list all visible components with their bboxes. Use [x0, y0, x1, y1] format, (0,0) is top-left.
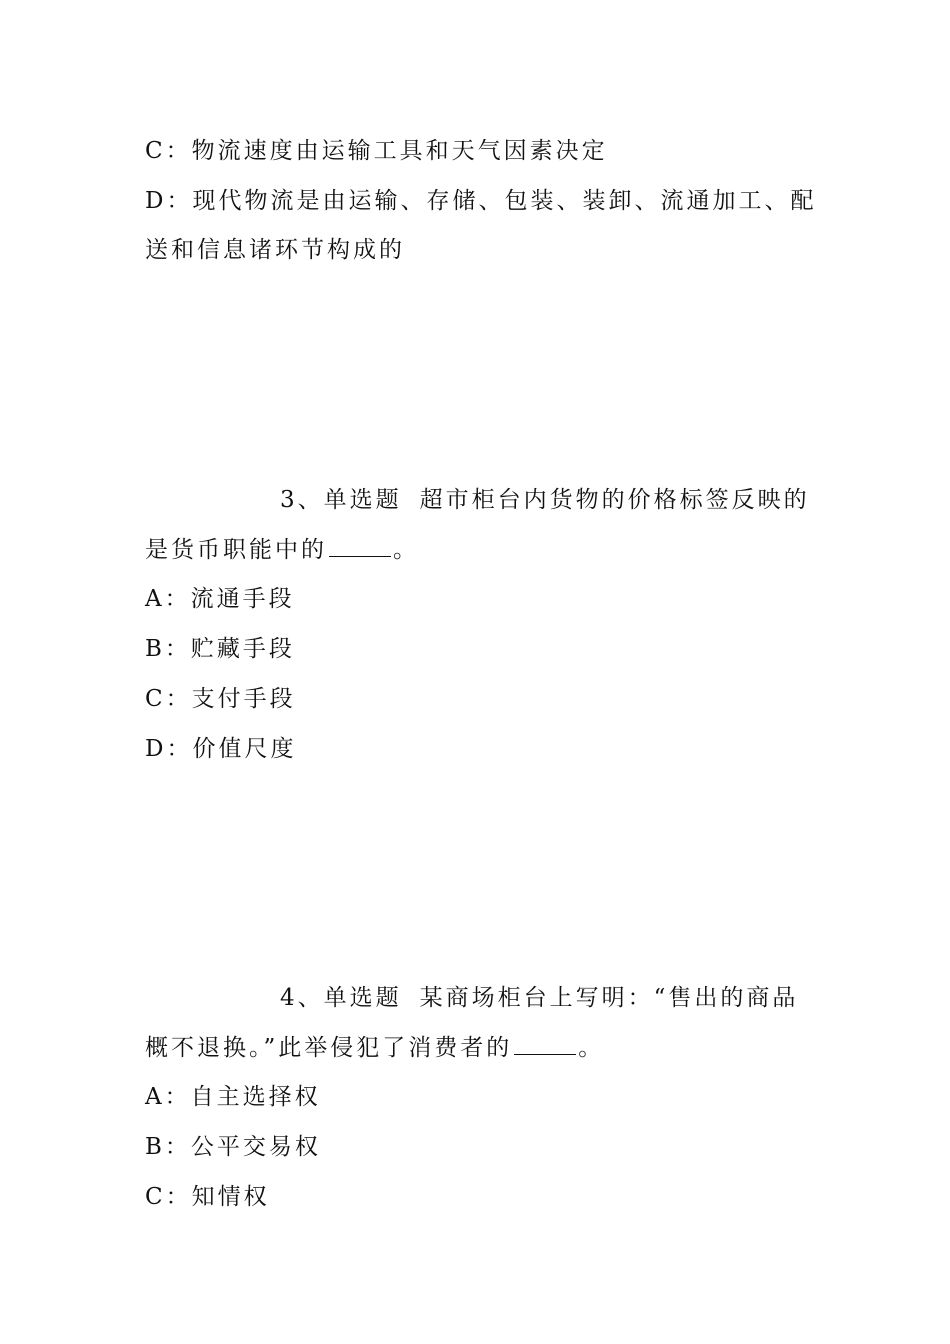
q4-option-b: B：公平交易权	[145, 1134, 321, 1160]
q4-stem-line2	[145, 1033, 805, 1063]
q4-number: 4、单选题	[280, 985, 402, 1011]
q4-stem-line1	[280, 983, 805, 1013]
q3-stem-end: 。	[393, 537, 419, 563]
q2-option-c: C：物流速度由运输工具和天气因素决定	[145, 138, 608, 164]
q4-option-c: C：知情权	[145, 1184, 270, 1210]
q3-number: 3、单选题	[280, 487, 402, 513]
q3-option-a: A：流通手段	[145, 586, 295, 612]
q3-stem-line1	[280, 485, 810, 515]
q4-stem-text: 某商场柜台上写明：“售出的商品	[419, 985, 799, 1011]
q4-stem-end: 。	[578, 1035, 605, 1061]
q4-option-a: A：自主选择权	[145, 1084, 321, 1110]
q3-stem-text-2: 是货币职能中的	[145, 537, 327, 563]
answer-blank	[514, 1052, 576, 1055]
q3-option-c: C：支付手段	[145, 686, 296, 712]
answer-blank	[329, 554, 391, 557]
q3-option-b: B：贮藏手段	[145, 636, 295, 662]
q3-stem-text: 超市柜台内货物的价格标签反映的	[419, 487, 810, 513]
q3-stem-line2	[145, 535, 805, 565]
q2-option-d-line2: 送和信息诸环节构成的	[145, 237, 405, 263]
q4-stem-text-2: 概不退换。”此举侵犯了消费者的	[145, 1035, 513, 1061]
q2-option-d-line1: D：现代物流是由运输、存储、包装、装卸、流通加工、配	[145, 188, 817, 214]
q3-option-d: D：价值尺度	[145, 736, 297, 762]
